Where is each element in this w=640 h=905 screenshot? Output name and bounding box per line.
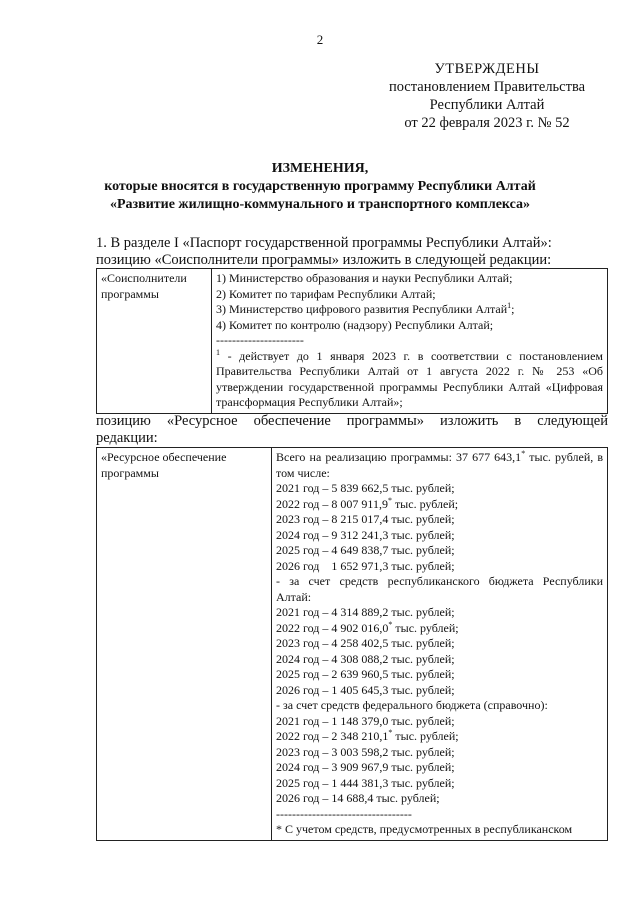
list-item: 2) Комитет по тарифам Республики Алтай; xyxy=(216,286,436,301)
table-label: «Ресурсное обеспечение программы xyxy=(97,448,272,841)
year-line: 2024 год – 3 909 967,9 тыс. рублей; xyxy=(276,760,455,774)
table-content xyxy=(272,448,608,841)
year-line: 2025 год – 2 639 960,5 тыс. рублей; xyxy=(276,667,455,681)
document-title xyxy=(60,160,580,214)
intro-paragraph: позицию «Соисполнители программы» изложить в следующей редакции: xyxy=(96,252,552,268)
paragraph: редакции: xyxy=(96,430,158,446)
footnote-text: * С учетом средств, предусмотренных в республиканском xyxy=(276,822,573,836)
year-line: 2022 год – 4 902 016,0* тыс. рублей; xyxy=(276,619,459,635)
separator-line: ---------------------- xyxy=(216,333,304,347)
resources-table xyxy=(96,447,608,841)
list-item: 1) Министерство образования и науки Республики Алтай; xyxy=(216,271,513,285)
year-line: 2024 год – 9 312 241,3 тыс. рублей; xyxy=(276,527,455,542)
year-line: 2025 год – 4 649 838,7 тыс. рублей; xyxy=(276,543,455,557)
year-line: 2021 год – 1 148 379,0 тыс. рублей; xyxy=(276,713,455,728)
year-line: 2026 год – 14 688,4 тыс. рублей; xyxy=(276,791,440,805)
approval-block xyxy=(372,60,602,132)
table-content xyxy=(212,269,608,414)
footnote-mark: 1 xyxy=(507,301,512,310)
list-item: 4) Комитет по контролю (надзору) Республики Алтай; xyxy=(216,317,494,332)
approval-line: постановлением Правительства xyxy=(388,79,586,95)
total-line: Всего на реализацию программы: 37 677 643,1* тыс. рублей, в том числе: xyxy=(276,449,603,480)
year-line: 2022 год – 8 007 911,9* тыс. рублей; xyxy=(276,495,459,511)
list-item: 3) Министерство цифрового развития Республики Алтай$^1$; xyxy=(216,301,515,316)
year-line: 2022 год – 2 348 210,1* тыс. рублей; xyxy=(276,728,459,743)
intro-paragraph: 1. В разделе I «Паспорт государственной программы Республики Алтай»: xyxy=(96,235,552,251)
year-line: 2023 год – 4 258 402,5 тыс. рублей; xyxy=(276,636,455,650)
approval-line: Республики Алтай xyxy=(429,97,545,113)
section-heading: - за счет средств республиканского бюджета Республики Алтай: xyxy=(276,574,603,604)
coexecutors-table xyxy=(96,268,608,414)
year-line: 2026 год 1 652 971,3 тыс. рублей; xyxy=(276,558,455,573)
title-line: «Развитие жилищно-коммунального и транспортного комплекса» xyxy=(109,197,531,212)
year-line: 2023 год – 3 003 598,2 тыс. рублей; xyxy=(276,744,455,759)
page-number: 2 xyxy=(316,32,324,47)
table-label: «Соисполнители программы xyxy=(97,269,212,414)
year-line: 2023 год – 8 215 017,4 тыс. рублей; xyxy=(276,512,455,526)
separator-line: ---------------------------------- xyxy=(276,806,412,821)
year-line: 2021 год – 5 839 662,5 тыс. рублей; xyxy=(276,481,455,495)
section-heading: - за счет средств федерального бюджета (справочно): xyxy=(276,698,548,712)
title-line: которые вносятся в государственную программу Республики Алтай xyxy=(104,179,536,194)
year-line: 2024 год – 4 308 088,2 тыс. рублей; xyxy=(276,651,455,666)
title-line: ИЗМЕНЕНИЯ, xyxy=(271,161,369,176)
approval-heading: УТВЕРЖДЕНЫ xyxy=(434,61,540,77)
approval-date: от 22 февраля 2023 г. № 52 xyxy=(404,115,570,131)
year-line: 2026 год – 1 405 645,3 тыс. рублей; xyxy=(276,682,455,697)
paragraph: позицию «Ресурсное обеспечение программы» изложить в следующей xyxy=(96,413,608,429)
year-line: 2025 год – 1 444 381,3 тыс. рублей; xyxy=(276,775,455,790)
footnote-text: $^1$ - действует до 1 января 2023 г. в соответствии с постановлением Правительства Республики Алтай от 1 августа 2022 г. № 253 «Об утверждении государственной программы Республики Алтай «Цифровая трансформация Республики Алтай»; xyxy=(216,347,603,409)
year-line: 2021 год – 4 314 889,2 тыс. рублей; xyxy=(276,605,455,619)
